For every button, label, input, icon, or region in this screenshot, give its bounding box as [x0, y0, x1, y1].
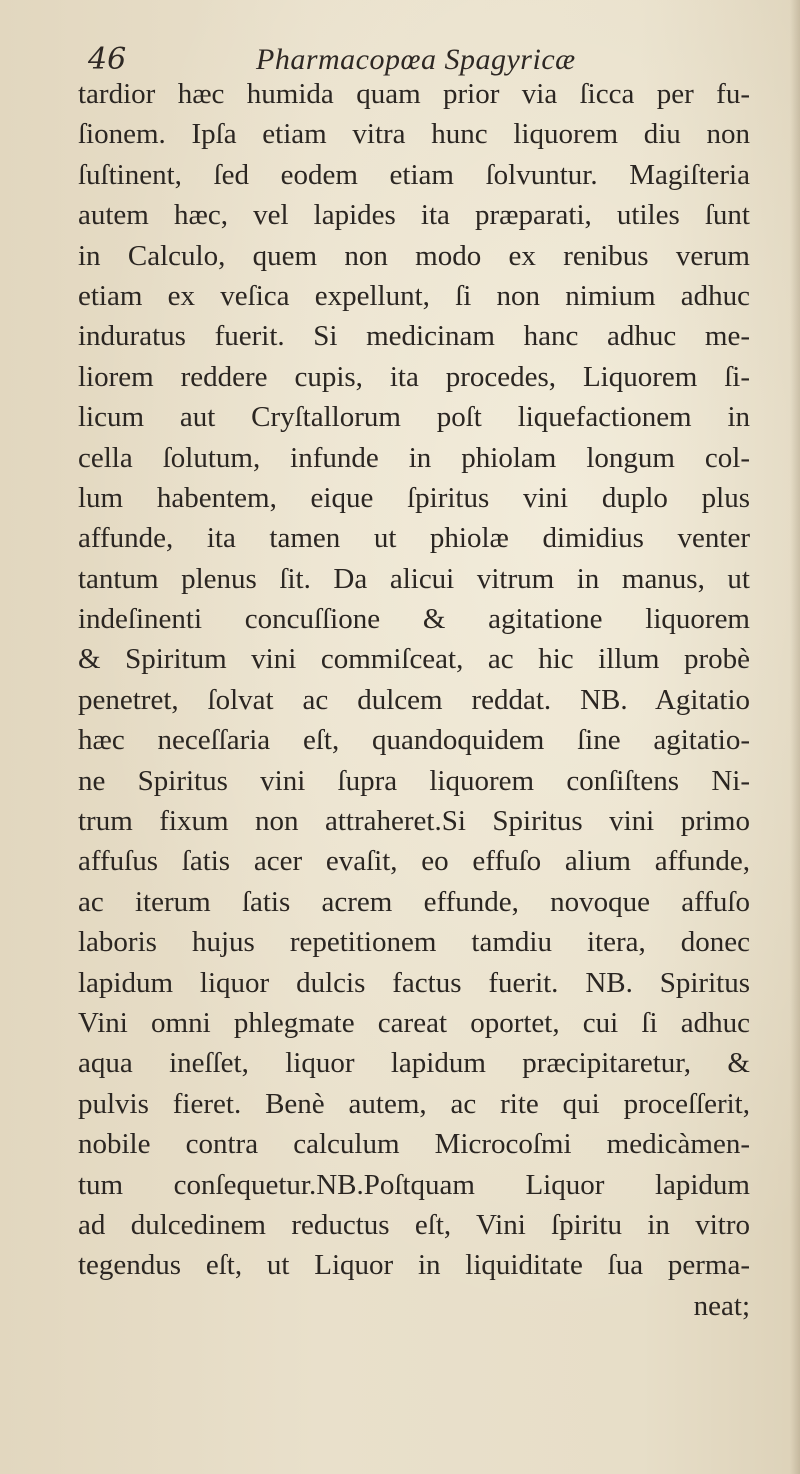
text-line: laboris hujus repetitionem tamdiu itera, donec	[78, 926, 750, 959]
text-line: autem hæc, vel lapides ita præparati, utiles ſunt	[78, 199, 750, 232]
running-head: Pharmacopœa Spagyricæ	[256, 43, 576, 76]
text-line: tantum plenus ſit. Da alicui vitrum in manus, ut	[78, 562, 750, 595]
text-line: Vini omni phlegmate careat oportet, cui ſi adhuc	[78, 1006, 750, 1039]
text-line: etiam ex veſica expellunt, ſi non nimium adhuc	[78, 279, 750, 312]
text-line: aqua ineſſet, liquor lapidum præcipitaretur, &	[78, 1047, 750, 1080]
text-line: hæc neceſſaria eſt, quandoquidem ſine agitatio-	[78, 724, 750, 757]
text-line: pulvis fieret. Benè autem, ac rite qui proceſſerit,	[78, 1087, 750, 1120]
text-line: ſuſtinent, ſed eodem etiam ſolvuntur. Magiſteria	[78, 158, 750, 191]
text-line: lum habentem, eique ſpiritus vini duplo plus	[78, 481, 750, 514]
text-line: cella ſolutum, infunde in phiolam longum col-	[78, 441, 750, 474]
text-line: ad dulcedinem reductus eſt, Vini ſpiritu in vitro	[78, 1208, 750, 1241]
catchword: neat;	[693, 1289, 750, 1322]
text-line: induratus fuerit. Si medicinam hanc adhuc me-	[78, 320, 750, 353]
text-line: penetret, ſolvat ac dulcem reddat. NB. Agitatio	[78, 683, 750, 716]
text-line: tum conſequetur.NB.Poſtquam Liquor lapidum	[78, 1168, 750, 1201]
text-line: & Spiritum vini commiſceat, ac hic illum probè	[78, 643, 750, 676]
text-line: ſionem. Ipſa etiam vitra hunc liquorem diu non	[78, 118, 750, 151]
text-line: ac iterum ſatis acrem effunde, novoque affuſo	[78, 885, 750, 918]
text-line: lapidum liquor dulcis factus fuerit. NB. Spiritus	[78, 966, 750, 999]
body-text	[78, 74, 750, 1326]
text-line: affunde, ita tamen ut phiolæ dimidius venter	[78, 522, 750, 555]
text-line: ne Spiritus vini ſupra liquorem conſiſtens Ni-	[78, 764, 750, 797]
text-line: in Calculo, quem non modo ex renibus verum	[78, 239, 750, 272]
text-line: trum fixum non attraheret.Si Spiritus vini primo	[78, 805, 750, 838]
page-edge-shadow	[790, 0, 800, 1474]
page-number: 46	[88, 42, 127, 77]
text-line: tegendus eſt, ut Liquor in liquiditate ſua perma-	[78, 1249, 750, 1282]
text-line: licum aut Cryſtallorum poſt liquefactionem in	[78, 401, 750, 434]
text-line: affuſus ſatis acer evaſit, eo effuſo alium affunde,	[78, 845, 750, 878]
text-line: tardior hæc humida quam prior via ſicca per fu-	[78, 78, 750, 110]
text-line: liorem reddere cupis, ita procedes, Liquorem ſi-	[78, 360, 750, 393]
text-line: indeſinenti concuſſione & agitatione liquorem	[78, 603, 750, 636]
text-line: nobile contra calculum Microcoſmi medicàmen-	[78, 1128, 750, 1161]
